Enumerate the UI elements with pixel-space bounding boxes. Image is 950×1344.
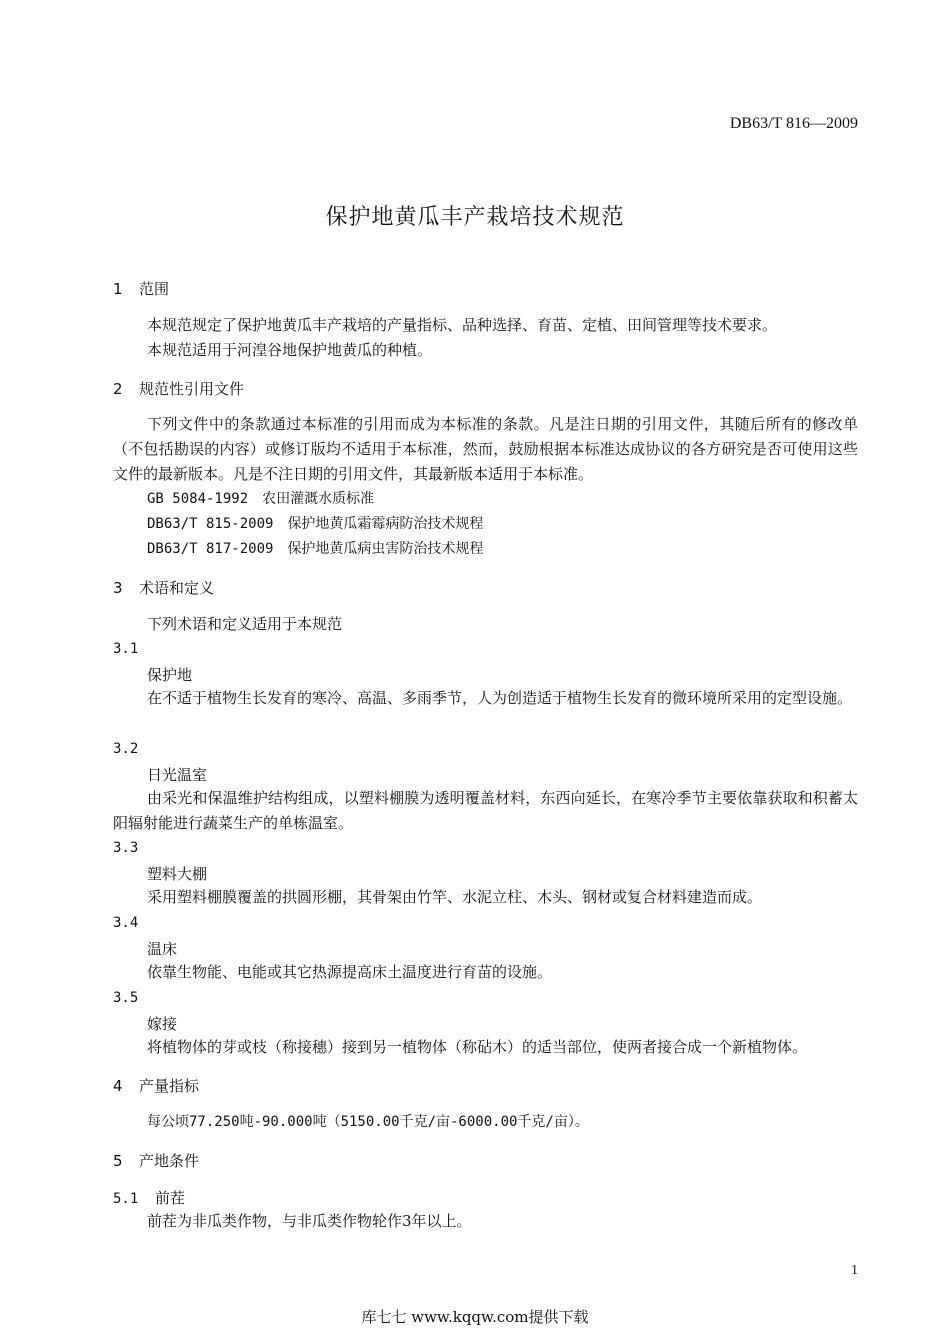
term-definition: 将植物体的芽或枝（称接穗）接到另一植物体（称砧木）的适当部位，使两者接合成一个新植物体。 <box>147 1038 808 1056</box>
reference-item <box>147 488 374 508</box>
term-name: 塑料大棚 <box>147 865 208 883</box>
section-number: 1 <box>113 280 123 298</box>
subsection-heading-5-1 <box>113 1187 185 1208</box>
reference-code: GB 5084-1992 <box>147 491 249 507</box>
subsection-number: 5.1 <box>113 1191 139 1207</box>
section-title: 产量指标 <box>139 1077 200 1095</box>
section-title: 规范性引用文件 <box>139 380 245 398</box>
reference-item <box>147 513 483 533</box>
section-number: 3 <box>113 579 123 597</box>
term-name: 日光温室 <box>147 766 208 784</box>
reference-name: 保护地黄瓜病虫害防治技术规程 <box>287 541 484 557</box>
term-name: 嫁接 <box>147 1015 178 1033</box>
term-number: 3.5 <box>113 990 139 1006</box>
section-heading-4 <box>113 1075 199 1096</box>
section-heading-5 <box>113 1150 199 1171</box>
section-number: 2 <box>113 380 123 398</box>
paragraph: 本规范适用于河湟谷地保护地黄瓜的种植。 <box>147 341 433 359</box>
section-title: 范围 <box>139 280 170 298</box>
paragraph: 前茬为非瓜类作物，与非瓜类作物轮作3年以上。 <box>147 1212 472 1230</box>
reference-name: 农田灌溉水质标准 <box>262 491 375 507</box>
term-definition: 依靠生物能、电能或其它热源提高床土温度进行育苗的设施。 <box>147 963 553 981</box>
section-title: 产地条件 <box>139 1152 200 1170</box>
paragraph: 下列文件中的条款通过本标准的引用而成为本标准的条款。凡是注日期的引用文件，其随后所有的修改单（不包括勘误的内容）或修订版均不适用于本标准，然而，鼓励根据本标准达成协议的各方研究是否可使用这些文件的最新版本。凡是不注日期的引用文件，其最新版本适用于本标准。 <box>113 415 858 483</box>
section-heading-1 <box>113 278 169 299</box>
section-number: 4 <box>113 1077 123 1095</box>
term-definition: 由采光和保温维护结构组成，以塑料棚膜为透明覆盖材料，东西向延长，在寒冷季节主要依靠获取和积蓄太阳辐射能进行蔬菜生产的单栋温室。 <box>113 789 858 832</box>
reference-code: DB63/T 815-2009 <box>147 516 274 532</box>
paragraph: 下列术语和定义适用于本规范 <box>147 615 343 633</box>
section-heading-2 <box>113 378 244 399</box>
reference-name: 保护地黄瓜霜霉病防治技术规程 <box>287 516 484 532</box>
term-name: 温床 <box>147 940 178 958</box>
term-number: 3.2 <box>113 741 139 757</box>
term-definition: 在不适于植物生长发育的寒冷、高温、多雨季节，人为创造适于植物生长发育的微环境所采用的定型设施。 <box>147 689 853 707</box>
term-name: 保护地 <box>147 666 193 684</box>
paragraph: 本规范规定了保护地黄瓜丰产栽培的产量指标、品种选择、育苗、定植、田间管理等技术要求。 <box>147 316 778 334</box>
reference-code: DB63/T 817-2009 <box>147 541 274 557</box>
term-number: 3.1 <box>113 641 139 657</box>
term-definition: 采用塑料棚膜覆盖的拱圆形棚，其骨架由竹竿、水泥立柱、木头、钢材或复合材料建造而成。 <box>147 888 763 906</box>
reference-item <box>147 538 483 558</box>
section-title: 术语和定义 <box>139 579 215 597</box>
section-number: 5 <box>113 1152 123 1170</box>
paragraph: 每公顷77.250吨-90.000吨（5150.00千克/亩-6000.00千克/亩）。 <box>147 1114 589 1130</box>
section-heading-3 <box>113 577 214 598</box>
subsection-title: 前茬 <box>155 1189 186 1207</box>
page-number: 1 <box>851 1263 858 1278</box>
document-title: 保护地黄瓜丰产栽培技术规范 <box>325 205 625 230</box>
footer-download-note: 库七七 www.kqqw.com提供下载 <box>361 1308 589 1326</box>
term-number: 3.4 <box>113 915 139 931</box>
standard-code: DB63/T 816—2009 <box>729 115 858 132</box>
term-number: 3.3 <box>113 840 139 856</box>
